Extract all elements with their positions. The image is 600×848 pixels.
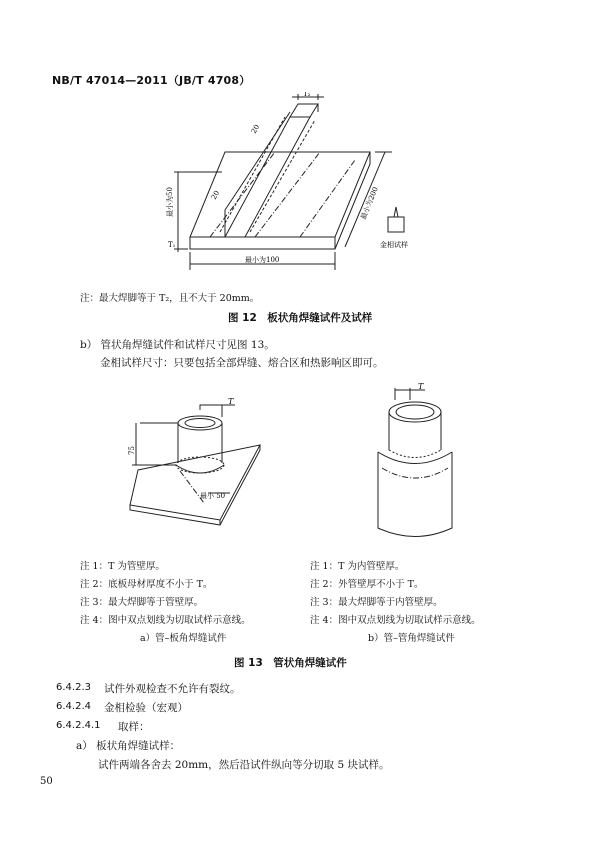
figure-13a-drawing [120,395,280,530]
fig13a-note-2: 注 2：底板母材厚度不小于 T。 [80,579,213,590]
fig13a-min50-label: 最小 50 [200,492,226,500]
fig13b-note-2: 注 2：外管壁厚不小于 T。 [310,579,424,590]
fig12-caption: 图 12 板状角焊缝试件及试样 [228,312,373,324]
section-6-4-2-4-text: 金相检验（宏观） [104,702,188,714]
fig12-min200-label: 最小为200 [359,185,380,221]
fig12-min100-label: 最小为100 [245,256,280,264]
figure-13b-drawing [370,380,490,540]
fig12-note: 注：最大焊脚等于 T₂，且不大于 20mm。 [80,293,260,304]
fig12-t1-label: T₁ [168,241,176,249]
section-6-4-2-3-num: 6.4.2.3 [56,682,91,693]
fig13a-dim75: 75 [128,446,136,455]
fig13b-note-3: 注 3：最大焊脚等于内管壁厚。 [310,597,443,608]
fig12-min50-label: 最小为50 [166,187,174,217]
section-6-4-2-3-text: 试件外观检查不允许有裂纹。 [104,683,241,695]
fig13-caption: 图 13 管状角焊缝试件 [234,657,347,669]
fig12-dim-20b: 20 [209,189,222,201]
fig13a-note-3: 注 3：最大焊脚等于管壁厚。 [80,597,204,608]
section-6-4-2-4-1-text: 取样： [118,721,150,733]
fig13a-t-label: T [228,397,234,406]
fig13a-note-1: 注 1：T 为管壁厚。 [80,561,165,572]
item-a-line1: a） 板状角焊缝试样： [76,740,181,752]
section-6-4-2-4-num: 6.4.2.4 [56,701,91,712]
fig13b-note-1: 注 1：T 为内管壁厚。 [310,561,405,572]
fig12-t2-label: T₂ [303,92,311,98]
item-b-line2: 金相试样尺寸：只要包括全部焊缝、熔合区和热影响区即可。 [100,357,384,369]
fig13b-subcaption: b）管–管角焊缝试件 [368,633,455,644]
figure-12-drawing [160,92,420,277]
document-header: NB/T 47014—2011（JB/T 4708） [52,74,251,87]
section-6-4-2-4-1-num: 6.4.2.4.1 [56,720,101,731]
fig12-sample-label: 金相试样 [380,241,408,249]
fig13a-note-4: 注 4：图中双点划线为切取试样示意线。 [80,615,251,626]
page-number: 50 [40,776,53,787]
item-b-line1: b） 管状角焊缝试件和试样尺寸见图 13。 [80,339,275,351]
fig13b-note-4: 注 4：图中双点划线为切取试样示意线。 [310,615,481,626]
fig13a-subcaption: a）管–板角焊缝试件 [140,633,227,644]
item-a-line2: 试件两端各舍去 20mm，然后沿试件纵向等分切取 5 块试样。 [98,759,390,771]
fig13b-t-label: T [418,382,424,391]
fig12-dim-20a: 20 [249,123,262,135]
